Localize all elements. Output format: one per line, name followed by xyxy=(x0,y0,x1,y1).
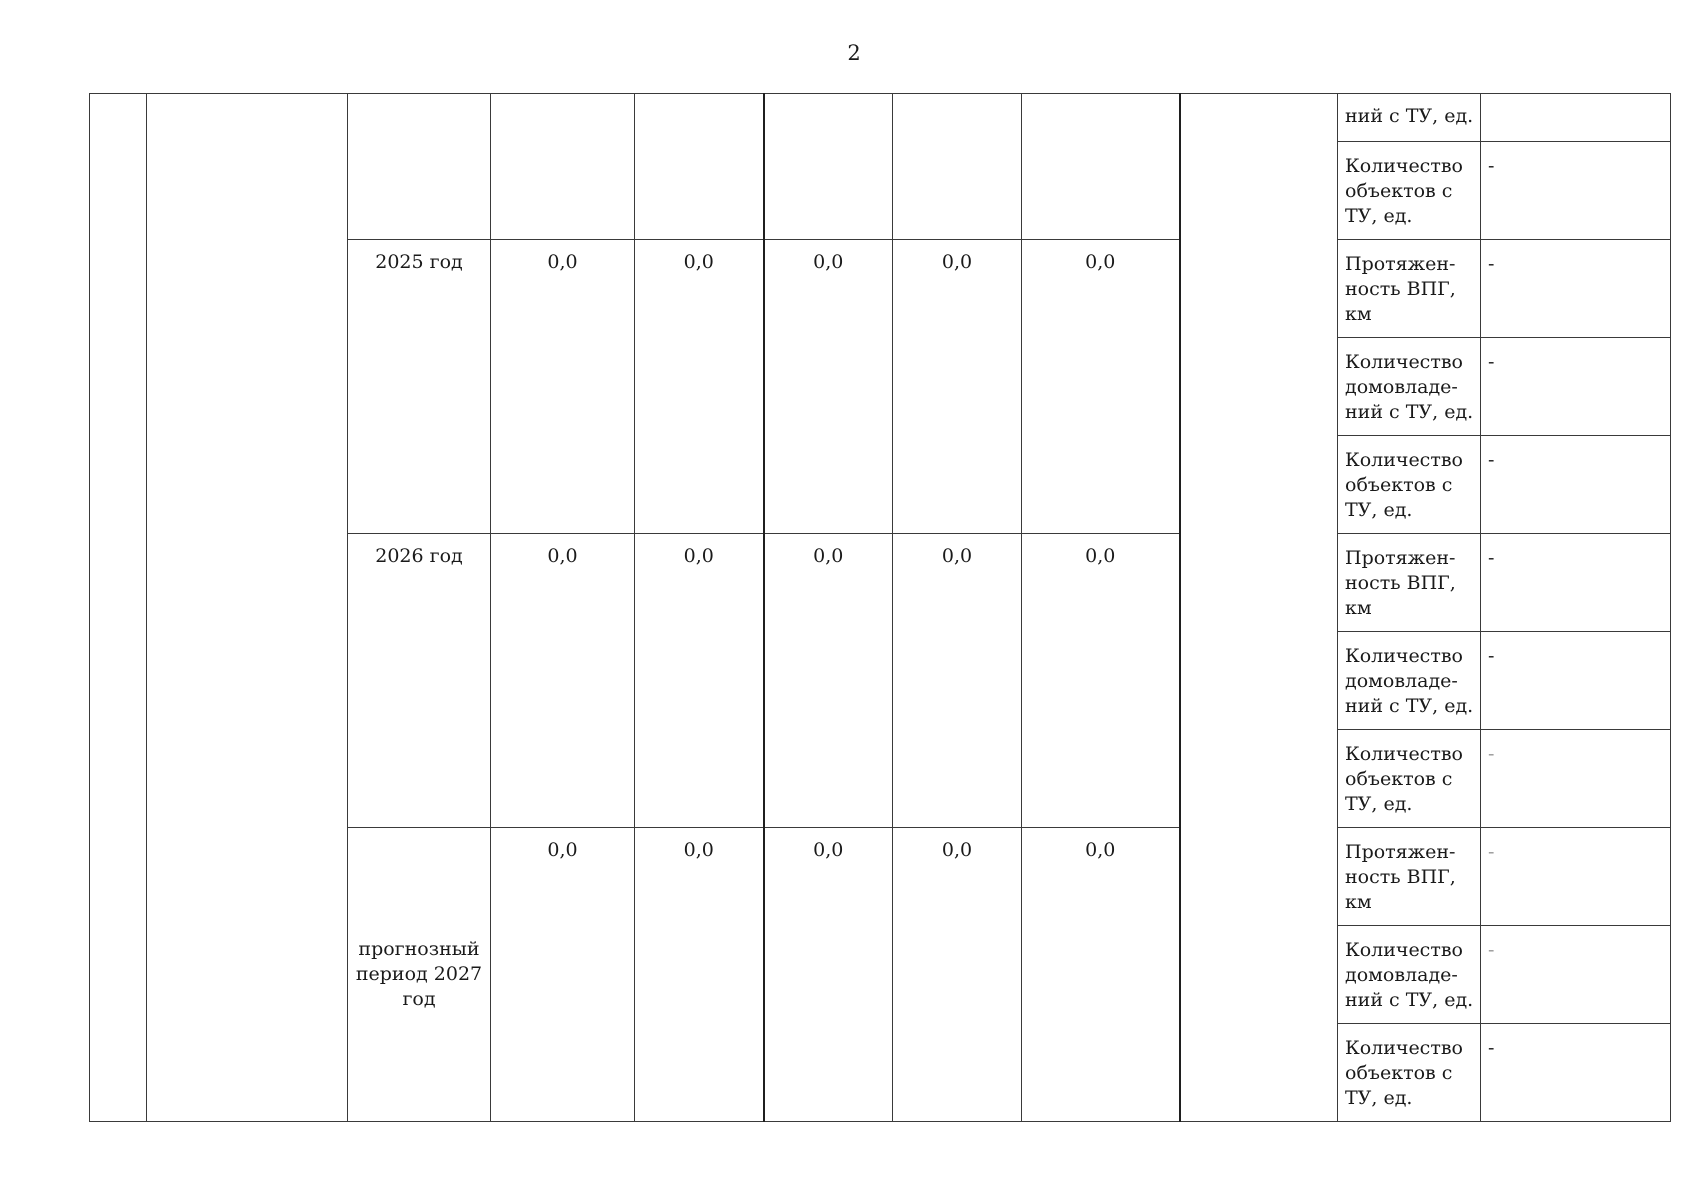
value-cell: 0,0 xyxy=(635,240,764,534)
indicator-label: Количество объектов с ТУ, ед. xyxy=(1338,730,1481,828)
indicator-value: - xyxy=(1481,240,1671,338)
table-row xyxy=(90,94,1671,142)
indicator-value: - xyxy=(1481,730,1671,828)
value-cell: 0,0 xyxy=(1022,828,1180,1122)
indicator-value: - xyxy=(1481,1024,1671,1122)
value-cell: 0,0 xyxy=(491,240,635,534)
value-cell: 0,0 xyxy=(764,828,893,1122)
indicator-label: Количество объектов с ТУ, ед. xyxy=(1338,436,1481,534)
value-cell: 0,0 xyxy=(893,534,1022,828)
value-cell: 0,0 xyxy=(1022,240,1180,534)
period-cell: 2025 год xyxy=(348,240,491,534)
indicator-label: Протяжен-ность ВПГ, км xyxy=(1338,828,1481,926)
page-number: 2 xyxy=(847,41,861,65)
name-cell xyxy=(147,94,348,1122)
value-cell xyxy=(491,94,635,240)
indicator-value: - xyxy=(1481,142,1671,240)
indicator-value: - xyxy=(1481,926,1671,1024)
value-cell: 0,0 xyxy=(491,828,635,1122)
indicator-value: - xyxy=(1481,828,1671,926)
program-table xyxy=(89,93,1671,1122)
indicator-value: - xyxy=(1481,534,1671,632)
indicator-value xyxy=(1481,94,1671,142)
indicator-label: Протяжен-ность ВПГ, км xyxy=(1338,240,1481,338)
value-cell xyxy=(893,94,1022,240)
indicator-label: Количество домовладе-ний с ТУ, ед. xyxy=(1338,632,1481,730)
indicator-value: - xyxy=(1481,338,1671,436)
value-cell: 0,0 xyxy=(635,534,764,828)
period-cell: 2026 год xyxy=(348,534,491,828)
indicator-value: - xyxy=(1481,436,1671,534)
indicator-value: - xyxy=(1481,632,1671,730)
indicator-label: Количество домовладе-ний с ТУ, ед. xyxy=(1338,926,1481,1024)
indicator-label: Протяжен-ность ВПГ, км xyxy=(1338,534,1481,632)
value-cell: 0,0 xyxy=(1022,534,1180,828)
indicator-label: ний с ТУ, ед. xyxy=(1338,94,1481,142)
value-cell: 0,0 xyxy=(491,534,635,828)
value-cell: 0,0 xyxy=(635,828,764,1122)
executor-cell xyxy=(1180,94,1338,1122)
indicator-label: Количество объектов с ТУ, ед. xyxy=(1338,142,1481,240)
value-cell: 0,0 xyxy=(764,534,893,828)
value-cell xyxy=(1022,94,1180,240)
indicator-label: Количество объектов с ТУ, ед. xyxy=(1338,1024,1481,1122)
value-cell xyxy=(635,94,764,240)
value-cell: 0,0 xyxy=(893,828,1022,1122)
number-cell xyxy=(90,94,147,1122)
indicator-label: Количество домовладе-ний с ТУ, ед. xyxy=(1338,338,1481,436)
period-cell: прогнозный период 2027 год xyxy=(348,828,491,1122)
period-cell xyxy=(348,94,491,240)
value-cell xyxy=(764,94,893,240)
value-cell: 0,0 xyxy=(764,240,893,534)
value-cell: 0,0 xyxy=(893,240,1022,534)
